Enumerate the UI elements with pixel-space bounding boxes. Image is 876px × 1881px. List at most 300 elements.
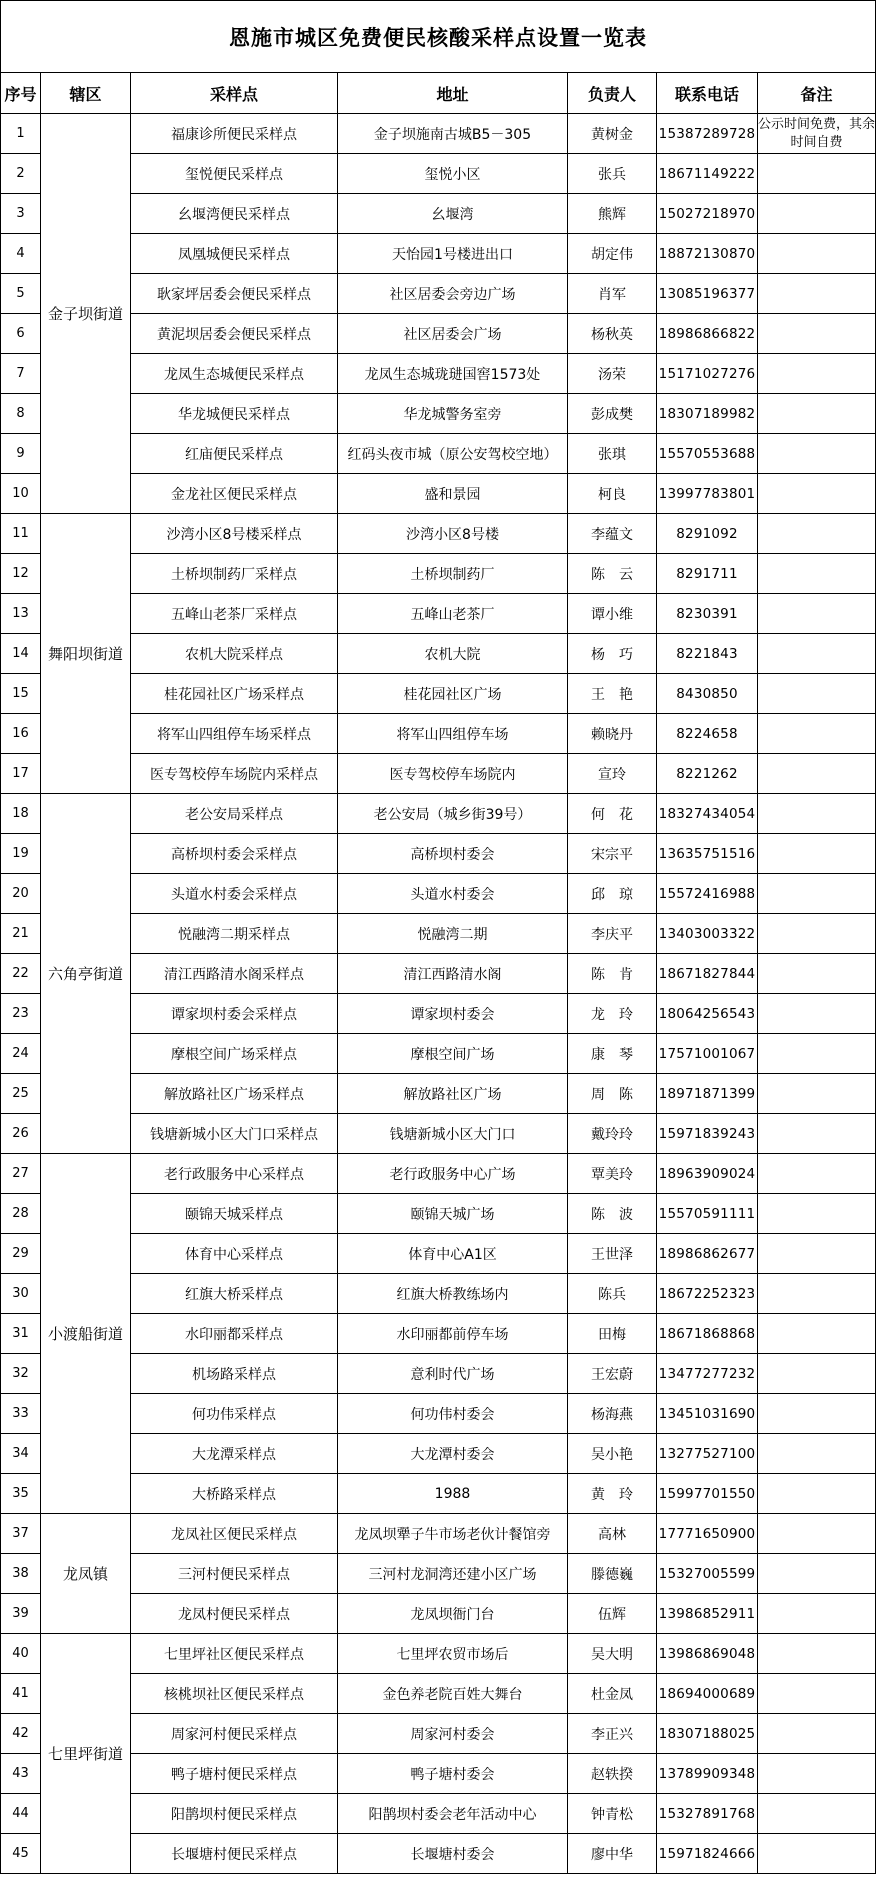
person-in-charge: 汤荣	[568, 354, 657, 394]
table-row	[1, 1554, 876, 1594]
sampling-site: 谭家坝村委会采样点	[131, 994, 338, 1034]
header-person: 负责人	[568, 73, 657, 114]
person-in-charge: 何 花	[568, 794, 657, 834]
table-row	[1, 554, 876, 594]
remark	[758, 514, 876, 554]
sampling-site: 五峰山老茶厂采样点	[131, 594, 338, 634]
person-in-charge: 彭成樊	[568, 394, 657, 434]
row-number: 4	[1, 234, 41, 274]
contact-phone: 18986862677	[657, 1234, 758, 1274]
sampling-site: 悦融湾二期采样点	[131, 914, 338, 954]
table-row	[1, 634, 876, 674]
contact-phone: 18671827844	[657, 954, 758, 994]
contact-phone: 8221262	[657, 754, 758, 794]
table-row	[1, 1714, 876, 1754]
row-number: 38	[1, 1554, 41, 1594]
table-row	[1, 1114, 876, 1154]
person-in-charge: 张兵	[568, 154, 657, 194]
sampling-site: 土桥坝制药厂采样点	[131, 554, 338, 594]
site-address: 钱塘新城小区大门口	[338, 1114, 568, 1154]
contact-phone: 13277527100	[657, 1434, 758, 1474]
contact-phone: 13789909348	[657, 1754, 758, 1794]
table-row	[1, 1314, 876, 1354]
site-address: 颐锦天城广场	[338, 1194, 568, 1234]
person-in-charge: 吴大明	[568, 1634, 657, 1674]
site-address: 盛和景园	[338, 474, 568, 514]
table-row	[1, 834, 876, 874]
remark	[758, 914, 876, 954]
row-number: 43	[1, 1754, 41, 1794]
sampling-site: 阳鹊坝村便民采样点	[131, 1794, 338, 1834]
sampling-site: 解放路社区广场采样点	[131, 1074, 338, 1114]
contact-phone: 8224658	[657, 714, 758, 754]
row-number: 32	[1, 1354, 41, 1394]
site-address: 清江西路清水阁	[338, 954, 568, 994]
remark	[758, 434, 876, 474]
remark	[758, 474, 876, 514]
person-in-charge: 陈 云	[568, 554, 657, 594]
sampling-site: 桂花园社区广场采样点	[131, 674, 338, 714]
table-row	[1, 954, 876, 994]
contact-phone: 15171027276	[657, 354, 758, 394]
sampling-site: 老公安局采样点	[131, 794, 338, 834]
contact-phone: 13085196377	[657, 274, 758, 314]
remark	[758, 634, 876, 674]
remark	[758, 594, 876, 634]
sampling-site: 耿家坪居委会便民采样点	[131, 274, 338, 314]
site-address: 周家河村委会	[338, 1714, 568, 1754]
contact-phone: 15570591111	[657, 1194, 758, 1234]
person-in-charge: 肖军	[568, 274, 657, 314]
table-row	[1, 1274, 876, 1314]
row-number: 35	[1, 1474, 41, 1514]
site-address: 七里坪农贸市场后	[338, 1634, 568, 1674]
site-address: 水印丽都前停车场	[338, 1314, 568, 1354]
site-address: 体育中心A1区	[338, 1234, 568, 1274]
header-row	[1, 73, 876, 114]
sampling-site: 龙凤社区便民采样点	[131, 1514, 338, 1554]
person-in-charge: 李蕴文	[568, 514, 657, 554]
table-row	[1, 394, 876, 434]
table-row	[1, 1154, 876, 1194]
table-row	[1, 1594, 876, 1634]
district-cell: 小渡船街道	[41, 1154, 131, 1514]
row-number: 16	[1, 714, 41, 754]
sampling-site: 将军山四组停车场采样点	[131, 714, 338, 754]
remark	[758, 834, 876, 874]
remark	[758, 154, 876, 194]
contact-phone: 15327891768	[657, 1794, 758, 1834]
site-address: 谭家坝村委会	[338, 994, 568, 1034]
row-number: 15	[1, 674, 41, 714]
contact-phone: 13986869048	[657, 1634, 758, 1674]
person-in-charge: 黄树金	[568, 114, 657, 154]
remark	[758, 1194, 876, 1234]
table-row	[1, 514, 876, 554]
contact-phone: 15971824666	[657, 1834, 758, 1874]
sampling-site: 红旗大桥采样点	[131, 1274, 338, 1314]
site-address: 红旗大桥教练场内	[338, 1274, 568, 1314]
row-number: 6	[1, 314, 41, 354]
row-number: 19	[1, 834, 41, 874]
person-in-charge: 王宏蔚	[568, 1354, 657, 1394]
site-address: 悦融湾二期	[338, 914, 568, 954]
person-in-charge: 邱 琼	[568, 874, 657, 914]
contact-phone: 13451031690	[657, 1394, 758, 1434]
row-number: 1	[1, 114, 41, 154]
remark	[758, 1594, 876, 1634]
remark	[758, 1674, 876, 1714]
site-address: 金子坝施南古城B5－305	[338, 114, 568, 154]
remark	[758, 1754, 876, 1794]
table-row	[1, 1234, 876, 1274]
row-number: 26	[1, 1114, 41, 1154]
site-address: 龙凤坝衙门台	[338, 1594, 568, 1634]
sampling-site: 清江西路清水阁采样点	[131, 954, 338, 994]
contact-phone: 18872130870	[657, 234, 758, 274]
sampling-site: 七里坪社区便民采样点	[131, 1634, 338, 1674]
site-address: 龙凤坝犟子牛市场老伙计餐馆旁	[338, 1514, 568, 1554]
remark	[758, 314, 876, 354]
header-address: 地址	[338, 73, 568, 114]
table-row	[1, 1674, 876, 1714]
row-number: 10	[1, 474, 41, 514]
sampling-site: 大龙潭采样点	[131, 1434, 338, 1474]
contact-phone: 15027218970	[657, 194, 758, 234]
table-row	[1, 1634, 876, 1674]
sampling-site: 长堰塘村便民采样点	[131, 1834, 338, 1874]
row-number: 5	[1, 274, 41, 314]
table-row	[1, 1434, 876, 1474]
table-row	[1, 1474, 876, 1514]
table-row	[1, 1394, 876, 1434]
site-address: 医专驾校停车场院内	[338, 754, 568, 794]
contact-phone: 13635751516	[657, 834, 758, 874]
remark	[758, 1274, 876, 1314]
row-number: 23	[1, 994, 41, 1034]
row-number: 44	[1, 1794, 41, 1834]
header-no: 序号	[1, 73, 41, 114]
row-number: 2	[1, 154, 41, 194]
district-cell: 龙凤镇	[41, 1514, 131, 1634]
contact-phone: 15997701550	[657, 1474, 758, 1514]
contact-phone: 18307188025	[657, 1714, 758, 1754]
site-address: 幺堰湾	[338, 194, 568, 234]
person-in-charge: 杨 巧	[568, 634, 657, 674]
remark	[758, 714, 876, 754]
person-in-charge: 廖中华	[568, 1834, 657, 1874]
table-row	[1, 274, 876, 314]
person-in-charge: 王 艳	[568, 674, 657, 714]
contact-phone: 13477277232	[657, 1354, 758, 1394]
site-address: 长堰塘村委会	[338, 1834, 568, 1874]
row-number: 40	[1, 1634, 41, 1674]
table-row	[1, 874, 876, 914]
person-in-charge: 伍辉	[568, 1594, 657, 1634]
site-address: 何功伟村委会	[338, 1394, 568, 1434]
remark	[758, 1394, 876, 1434]
sampling-site: 沙湾小区8号楼采样点	[131, 514, 338, 554]
contact-phone: 15971839243	[657, 1114, 758, 1154]
contact-phone: 15387289728	[657, 114, 758, 154]
remark	[758, 1474, 876, 1514]
site-address: 高桥坝村委会	[338, 834, 568, 874]
contact-phone: 13986852911	[657, 1594, 758, 1634]
table-row	[1, 674, 876, 714]
person-in-charge: 柯良	[568, 474, 657, 514]
sampling-site: 头道水村委会采样点	[131, 874, 338, 914]
sampling-site: 农机大院采样点	[131, 634, 338, 674]
row-number: 45	[1, 1834, 41, 1874]
site-address: 玺悦小区	[338, 154, 568, 194]
site-address: 农机大院	[338, 634, 568, 674]
contact-phone: 18327434054	[657, 794, 758, 834]
contact-phone: 8230391	[657, 594, 758, 634]
contact-phone: 18672252323	[657, 1274, 758, 1314]
table-row	[1, 154, 876, 194]
row-number: 7	[1, 354, 41, 394]
table-body	[1, 114, 876, 1874]
site-address: 社区居委会广场	[338, 314, 568, 354]
contact-phone: 15572416988	[657, 874, 758, 914]
sampling-site: 福康诊所便民采样点	[131, 114, 338, 154]
sampling-site: 颐锦天城采样点	[131, 1194, 338, 1234]
person-in-charge: 戴玲玲	[568, 1114, 657, 1154]
person-in-charge: 钟青松	[568, 1794, 657, 1834]
contact-phone: 18694000689	[657, 1674, 758, 1714]
table-row	[1, 1794, 876, 1834]
sampling-site: 摩根空间广场采样点	[131, 1034, 338, 1074]
sampling-site: 鸭子塘村便民采样点	[131, 1754, 338, 1794]
sampling-site: 水印丽都采样点	[131, 1314, 338, 1354]
sampling-site: 凤凰城便民采样点	[131, 234, 338, 274]
table-row	[1, 1074, 876, 1114]
row-number: 42	[1, 1714, 41, 1754]
site-address: 天怡园1号楼进出口	[338, 234, 568, 274]
site-address: 社区居委会旁边广场	[338, 274, 568, 314]
person-in-charge: 熊辉	[568, 194, 657, 234]
table-row	[1, 1354, 876, 1394]
person-in-charge: 陈兵	[568, 1274, 657, 1314]
sampling-site: 周家河村便民采样点	[131, 1714, 338, 1754]
person-in-charge: 杨秋英	[568, 314, 657, 354]
row-number: 30	[1, 1274, 41, 1314]
row-number: 3	[1, 194, 41, 234]
remark	[758, 954, 876, 994]
row-number: 12	[1, 554, 41, 594]
table-row	[1, 1514, 876, 1554]
row-number: 18	[1, 794, 41, 834]
row-number: 28	[1, 1194, 41, 1234]
sampling-site: 华龙城便民采样点	[131, 394, 338, 434]
site-address: 三河村龙洞湾还建小区广场	[338, 1554, 568, 1594]
site-address: 阳鹊坝村委会老年活动中心	[338, 1794, 568, 1834]
sampling-site: 龙凤生态城便民采样点	[131, 354, 338, 394]
table-row	[1, 1754, 876, 1794]
person-in-charge: 李正兴	[568, 1714, 657, 1754]
remark	[758, 234, 876, 274]
sampling-site: 玺悦便民采样点	[131, 154, 338, 194]
page-title: 恩施市城区免费便民核酸采样点设置一览表	[1, 1, 876, 73]
sampling-site: 高桥坝村委会采样点	[131, 834, 338, 874]
row-number: 13	[1, 594, 41, 634]
site-address: 土桥坝制药厂	[338, 554, 568, 594]
header-district: 辖区	[41, 73, 131, 114]
table-row	[1, 234, 876, 274]
contact-phone: 8221843	[657, 634, 758, 674]
table-row	[1, 114, 876, 154]
contact-phone: 15570553688	[657, 434, 758, 474]
site-address: 大龙潭村委会	[338, 1434, 568, 1474]
person-in-charge: 胡定伟	[568, 234, 657, 274]
site-address: 头道水村委会	[338, 874, 568, 914]
site-address: 龙凤生态城珑琎国窖1573处	[338, 354, 568, 394]
person-in-charge: 杜金凤	[568, 1674, 657, 1714]
table-row	[1, 994, 876, 1034]
remark	[758, 994, 876, 1034]
site-address: 红码头夜市城（原公安驾校空地）	[338, 434, 568, 474]
table-row	[1, 754, 876, 794]
person-in-charge: 周 陈	[568, 1074, 657, 1114]
row-number: 27	[1, 1154, 41, 1194]
person-in-charge: 陈 波	[568, 1194, 657, 1234]
table-row	[1, 314, 876, 354]
person-in-charge: 李庆平	[568, 914, 657, 954]
contact-phone: 8291092	[657, 514, 758, 554]
row-number: 33	[1, 1394, 41, 1434]
remark: 公示时间免费，其余时间自费	[758, 114, 876, 154]
person-in-charge: 滕德巍	[568, 1554, 657, 1594]
table-row	[1, 1034, 876, 1074]
person-in-charge: 覃美玲	[568, 1154, 657, 1194]
site-address: 1988	[338, 1474, 568, 1514]
site-address: 老公安局（城乡街39号）	[338, 794, 568, 834]
contact-phone: 8291711	[657, 554, 758, 594]
header-phone: 联系电话	[657, 73, 758, 114]
table-row	[1, 794, 876, 834]
table-row	[1, 194, 876, 234]
table-row	[1, 474, 876, 514]
person-in-charge: 宋宗平	[568, 834, 657, 874]
table-row	[1, 354, 876, 394]
remark	[758, 554, 876, 594]
remark	[758, 794, 876, 834]
person-in-charge: 赖晓丹	[568, 714, 657, 754]
sampling-site: 何功伟采样点	[131, 1394, 338, 1434]
sampling-site: 核桃坝社区便民采样点	[131, 1674, 338, 1714]
sampling-site: 大桥路采样点	[131, 1474, 338, 1514]
person-in-charge: 吴小艳	[568, 1434, 657, 1474]
table-row	[1, 914, 876, 954]
row-number: 8	[1, 394, 41, 434]
site-address: 意利时代广场	[338, 1354, 568, 1394]
sampling-site: 三河村便民采样点	[131, 1554, 338, 1594]
site-address: 摩根空间广场	[338, 1034, 568, 1074]
table-row	[1, 594, 876, 634]
row-number: 41	[1, 1674, 41, 1714]
sampling-site: 黄泥坝居委会便民采样点	[131, 314, 338, 354]
row-number: 9	[1, 434, 41, 474]
row-number: 39	[1, 1594, 41, 1634]
header-site: 采样点	[131, 73, 338, 114]
sampling-site: 钱塘新城小区大门口采样点	[131, 1114, 338, 1154]
sampling-site: 老行政服务中心采样点	[131, 1154, 338, 1194]
table-row	[1, 1834, 876, 1874]
person-in-charge: 陈 肯	[568, 954, 657, 994]
person-in-charge: 康 琴	[568, 1034, 657, 1074]
district-cell: 金子坝街道	[41, 114, 131, 514]
district-cell: 舞阳坝街道	[41, 514, 131, 794]
remark	[758, 1794, 876, 1834]
remark	[758, 1314, 876, 1354]
person-in-charge: 田梅	[568, 1314, 657, 1354]
site-address: 鸭子塘村委会	[338, 1754, 568, 1794]
person-in-charge: 张琪	[568, 434, 657, 474]
person-in-charge: 谭小维	[568, 594, 657, 634]
remark	[758, 874, 876, 914]
person-in-charge: 高林	[568, 1514, 657, 1554]
remark	[758, 354, 876, 394]
contact-phone: 17571001067	[657, 1034, 758, 1074]
contact-phone: 18671149222	[657, 154, 758, 194]
header-note: 备注	[758, 73, 876, 114]
row-number: 31	[1, 1314, 41, 1354]
remark	[758, 1154, 876, 1194]
remark	[758, 1034, 876, 1074]
remark	[758, 1514, 876, 1554]
contact-phone: 8430850	[657, 674, 758, 714]
remark	[758, 754, 876, 794]
row-number: 34	[1, 1434, 41, 1474]
contact-phone: 15327005599	[657, 1554, 758, 1594]
person-in-charge: 龙 玲	[568, 994, 657, 1034]
sampling-site: 龙凤村便民采样点	[131, 1594, 338, 1634]
row-number: 14	[1, 634, 41, 674]
contact-phone: 18307189982	[657, 394, 758, 434]
site-address: 沙湾小区8号楼	[338, 514, 568, 554]
remark	[758, 1714, 876, 1754]
person-in-charge: 赵轶揆	[568, 1754, 657, 1794]
remark	[758, 1354, 876, 1394]
row-number: 25	[1, 1074, 41, 1114]
remark	[758, 1114, 876, 1154]
row-number: 22	[1, 954, 41, 994]
contact-phone: 13997783801	[657, 474, 758, 514]
remark	[758, 1434, 876, 1474]
site-address: 解放路社区广场	[338, 1074, 568, 1114]
sampling-site: 医专驾校停车场院内采样点	[131, 754, 338, 794]
remark	[758, 1634, 876, 1674]
site-address: 桂花园社区广场	[338, 674, 568, 714]
site-address: 华龙城警务室旁	[338, 394, 568, 434]
remark	[758, 1554, 876, 1594]
site-address: 五峰山老茶厂	[338, 594, 568, 634]
row-number: 17	[1, 754, 41, 794]
row-number: 21	[1, 914, 41, 954]
remark	[758, 1234, 876, 1274]
contact-phone: 13403003322	[657, 914, 758, 954]
site-address: 金色养老院百姓大舞台	[338, 1674, 568, 1714]
person-in-charge: 宣玲	[568, 754, 657, 794]
contact-phone: 18671868868	[657, 1314, 758, 1354]
person-in-charge: 王世泽	[568, 1234, 657, 1274]
site-address: 老行政服务中心广场	[338, 1154, 568, 1194]
remark	[758, 274, 876, 314]
person-in-charge: 杨海燕	[568, 1394, 657, 1434]
sampling-site: 机场路采样点	[131, 1354, 338, 1394]
remark	[758, 394, 876, 434]
table-row	[1, 434, 876, 474]
